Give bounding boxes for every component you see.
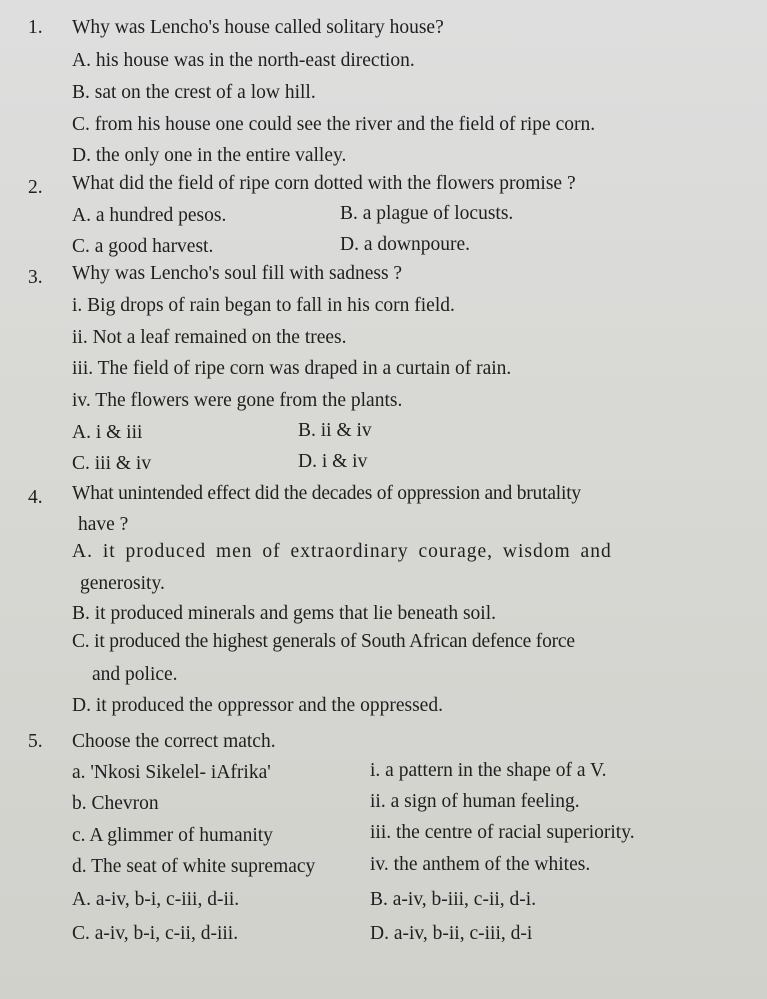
question-5-right-i: i. a pattern in the shape of a V. xyxy=(370,760,607,781)
question-4-option-c-line1: C. it produced the highest generals of South African defence force xyxy=(72,631,575,652)
question-3-option-d: D. i & iv xyxy=(298,451,368,472)
question-3-statement-iv: iv. The flowers were gone from the plants. xyxy=(72,390,403,411)
question-4-text-line1: What unintended effect did the decades of oppression and brutality xyxy=(72,483,581,504)
question-4-option-d: D. it produced the oppressor and the oppressed. xyxy=(72,695,443,716)
question-4-option-a-line2: generosity. xyxy=(80,573,165,594)
question-3-statement-i: i. Big drops of rain began to fall in his corn field. xyxy=(72,295,455,316)
question-1-option-c: C. from his house one could see the river and the field of ripe corn. xyxy=(72,114,596,135)
question-5-text: Choose the correct match. xyxy=(72,731,276,752)
question-4-number: 4. xyxy=(28,487,43,508)
question-1-option-a: A. his house was in the north-east direction. xyxy=(72,50,415,71)
question-2-text: What did the field of ripe corn dotted with the flowers promise ? xyxy=(72,173,576,194)
question-2-number: 2. xyxy=(28,177,43,198)
question-1-text: Why was Lencho's house called solitary house? xyxy=(72,17,444,38)
question-5-right-iii: iii. the centre of racial superiority. xyxy=(370,822,635,843)
question-2-option-d: D. a downpoure. xyxy=(340,234,470,255)
question-4-option-c-line2: and police. xyxy=(92,664,178,685)
question-5-option-a: A. a-iv, b-i, c-iii, d-ii. xyxy=(72,889,240,910)
question-3-option-a: A. i & iii xyxy=(72,422,143,443)
question-3-statement-ii: ii. Not a leaf remained on the trees. xyxy=(72,327,347,348)
question-1-option-b: B. sat on the crest of a low hill. xyxy=(72,82,316,103)
question-3-statement-iii: iii. The field of ripe corn was draped in a curtain of rain. xyxy=(72,358,512,379)
question-5-right-iv: iv. the anthem of the whites. xyxy=(370,854,591,875)
question-4-text-line2: have ? xyxy=(78,514,129,535)
question-3-option-c: C. iii & iv xyxy=(72,453,152,474)
question-5-left-b: b. Chevron xyxy=(72,793,159,814)
question-2-option-a: A. a hundred pesos. xyxy=(72,205,227,226)
question-5-left-d: d. The seat of white supremacy xyxy=(72,856,316,877)
question-4-option-a-line1: A. it produced men of extraordinary courage, wisdom and xyxy=(72,541,612,562)
question-5-number: 5. xyxy=(28,731,43,752)
question-5-option-c: C. a-iv, b-i, c-ii, d-iii. xyxy=(72,923,239,944)
question-5-option-b: B. a-iv, b-iii, c-ii, d-i. xyxy=(370,889,537,910)
question-5-option-d: D. a-iv, b-ii, c-iii, d-i xyxy=(370,923,533,944)
question-5-left-c: c. A glimmer of humanity xyxy=(72,825,273,846)
question-2-option-b: B. a plague of locusts. xyxy=(340,203,514,224)
question-1-option-d: D. the only one in the entire valley. xyxy=(72,145,347,166)
question-3-option-b: B. ii & iv xyxy=(298,420,372,441)
question-5-right-ii: ii. a sign of human feeling. xyxy=(370,791,580,812)
question-4-option-b: B. it produced minerals and gems that lie beneath soil. xyxy=(72,603,497,624)
question-3-text: Why was Lencho's soul fill with sadness ? xyxy=(72,263,403,284)
question-3-number: 3. xyxy=(28,267,43,288)
question-1-number: 1. xyxy=(28,17,43,38)
question-2-option-c: C. a good harvest. xyxy=(72,236,214,257)
question-5-left-a: a. 'Nkosi Sikelel- iAfrika' xyxy=(72,762,271,783)
